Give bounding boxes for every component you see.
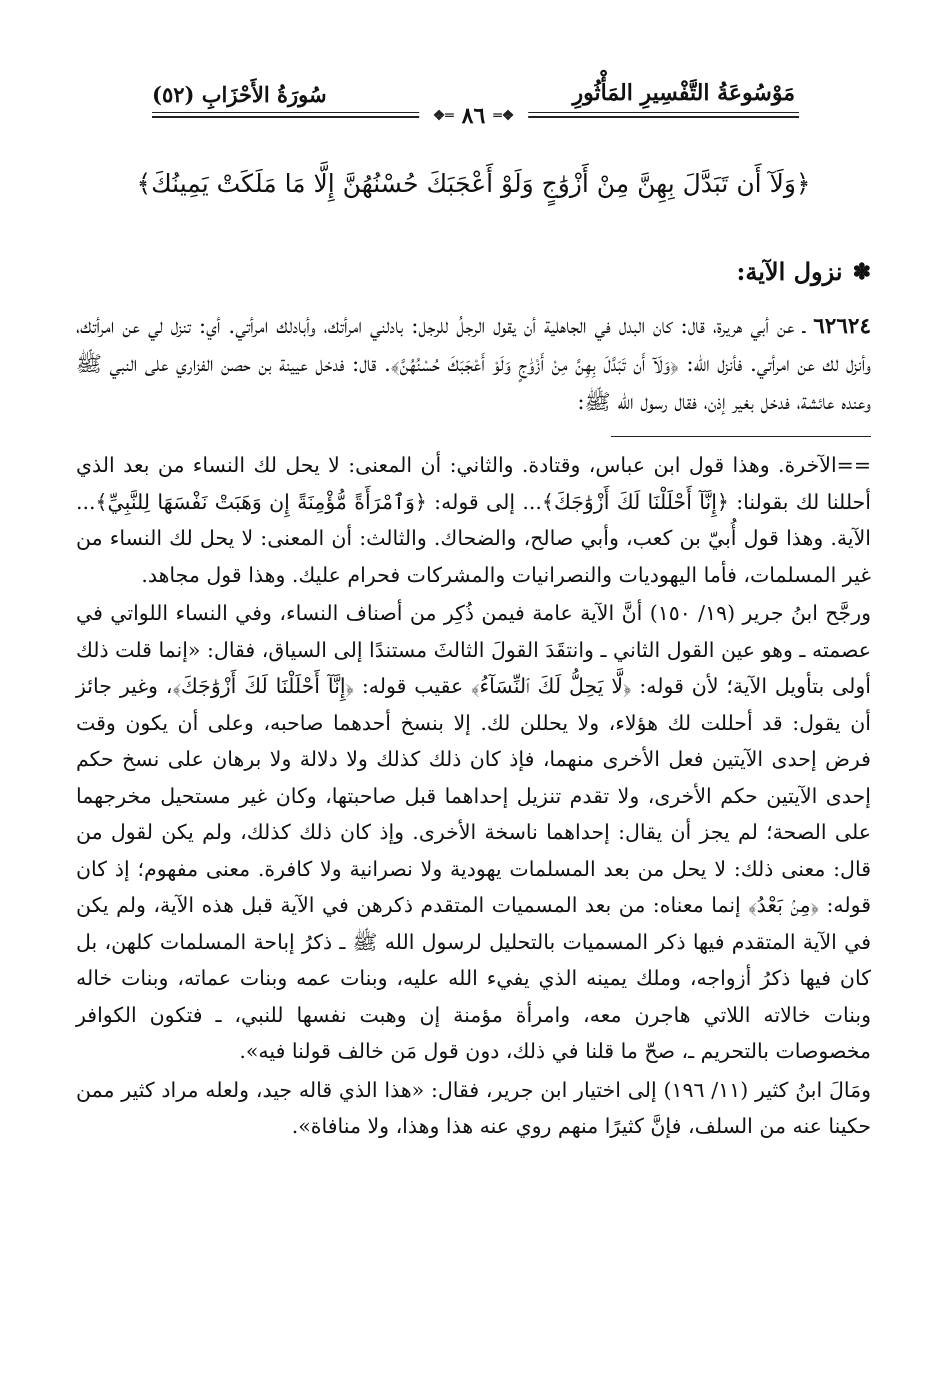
hadith-number: ٦٢٦٢٤ [813, 314, 871, 339]
ornament-icon: ═❖ [432, 108, 454, 124]
section-heading-label: نزول الآية: [736, 257, 843, 286]
footnote-paragraph: ومَالَ ابنُ كثير (١١/ ١٩٦) إلى اختيار ابن جرير، فقال: «هذا الذي قاله جيد، ولعله مراد كثير ممن حكينا عنه من السلف، فإنَّ كثيرًا منهم روي عنه هذا وهذا، ولا منافاة». [76, 1077, 871, 1138]
section-heading [76, 257, 871, 286]
footnote-separator [611, 436, 871, 437]
chapter-title: سُورَةُ الأَحْزَابِ (٥٢) [152, 82, 327, 107]
page-number: ٨٦ [461, 103, 486, 129]
footnote-paragraph: ==الآخرة. وهذا قول ابن عباس، وقتادة. والثاني: أن المعنى: لا يحل لك النساء من بعد الذي أحللنا لك بقولنا: ﴿إِنَّآ أَحْلَلْنَا لَكَ أَزْوَٰجَكَ﴾... إلى قوله: ﴿وَٱمْرَأَةً مُّؤْمِنَةً إِن وَهَبَتْ نَفْسَهَا لِلنَّبِيِّ﴾... الآية. وهذا قول أُبيّ بن كعب، وأبي صالح، والضحاك. والثالث: أن المعنى: لا يحل لك النساء من غير المسلمات، فأما اليهوديات والنصرانيات والمشركات فحرام عليك. وهذا قول مجاهد. [76, 453, 871, 587]
footnotes [76, 447, 871, 1145]
footnote-paragraph: ورجَّح ابنُ جرير (١٩/ ١٥٠) أنَّ الآية عامة فيمن ذُكِر من أصناف النساء، وفي النساء اللواتي في عصمته ـ وهو عين القول الثاني ـ وانتقَدَ القولَ الثالثَ مستندًا إلى السياق، فقال: «إنما قلت ذلك أولى بتأويل الآية؛ لأن قوله: ﴿لَّا يَحِلُّ لَكَ ٱلنِّسَآءُ﴾ عقيب قوله: ﴿إِنَّآ أَحْلَلْنَا لَكَ أَزْوَٰجَكَ﴾، وغير جائز أن يقول: قد أحللت لك هؤلاء، ولا يحللن لك. إلا بنسخ أحدهما صاحبه، وعلى أن يكون وقت فرض إحدى الآيتين فعل الأخرى منهما، فإذ كان ذلك كذلك ولا دلالة ولا برهان على نسخ حكم إحدى الآيتين حكم الأخرى، ولا تقدم تنزيل إحداهما قبل صاحبتها، وكان غير مستحيل مخرجهما على الصحة؛ لم يجز أن يقال: إحداهما ناسخة الأخرى. وإذ كان ذلك كذلك، ولم يكن لقول من قال: معنى ذلك: لا يحل من بعد المسلمات يهودية ولا نصرانية ولا كافرة. معنى مفهوم؛ إذ كان قوله: ﴿مِنۢ بَعْدُ﴾ إنما معناه: من بعد المسميات المتقدم ذكرهن في الآية قبل هذه الآية، ولم يكن في الآية المتقدم فيها ذكر المسميات بالتحليل لرسول الله ﷺ ـ ذكرُ إباحة المسلمات كلهن، بل كان فيها ذكرُ أزواجه، وملك يمينه الذي يفيء الله عليه، وبنات عمه وبنات عماته، وبنات خاله وبنات خالاته اللاتي هاجرن معه، وامرأة مؤمنة إن وهبت نفسها للنبي، ـ فتكون الكوافر مخصوصات بالتحريم ـ، صحّ ما قلنا في ذلك، دون قول مَن خالف قولنا فيه». [76, 601, 871, 1063]
ornament-icon: ❖═ [493, 108, 515, 124]
quran-verse: ﴿وَلَآ أَن تَبَدَّلَ بِهِنَّ مِنْ أَزْوَٰجٍ وَلَوْ أَعْجَبَكَ حُسْنُهُنَّ إِلَّا مَا مَلَكَتْ يَمِينُكَ﴾ [136, 169, 811, 198]
page-number-box [419, 103, 529, 129]
hadith-text: ـ عن أبي هريرة، قال: كان البدل في الجاهلية أن يقول الرجلُ للرجل: بادلني امرأتك، وأبادلك امرأتي. أي: تنزل لي عن امرأتك، وأنزل لك عن امرأتي. فأنزل الله: ﴿وَلَآ أَن تَبَدَّلَ بِهِنَّ مِنْ أَزْوَٰجٍ وَلَوْ أَعْجَبَكَ حُسْنُهُنَّ﴾. قال: فدخل عيينة بن حصن الفزاري على النبي ﷺ وعنده عائشة، فدخل بغير إذن، فقال رسول الله ﷺ: [76, 314, 871, 415]
flower-ornament-icon: ✽ [852, 258, 871, 285]
page-header [76, 0, 871, 129]
running-title: مَوْسُوعَةُ التَّفْسِيرِ المَأْثُورِ [572, 80, 795, 106]
hadith-paragraph [76, 308, 871, 422]
